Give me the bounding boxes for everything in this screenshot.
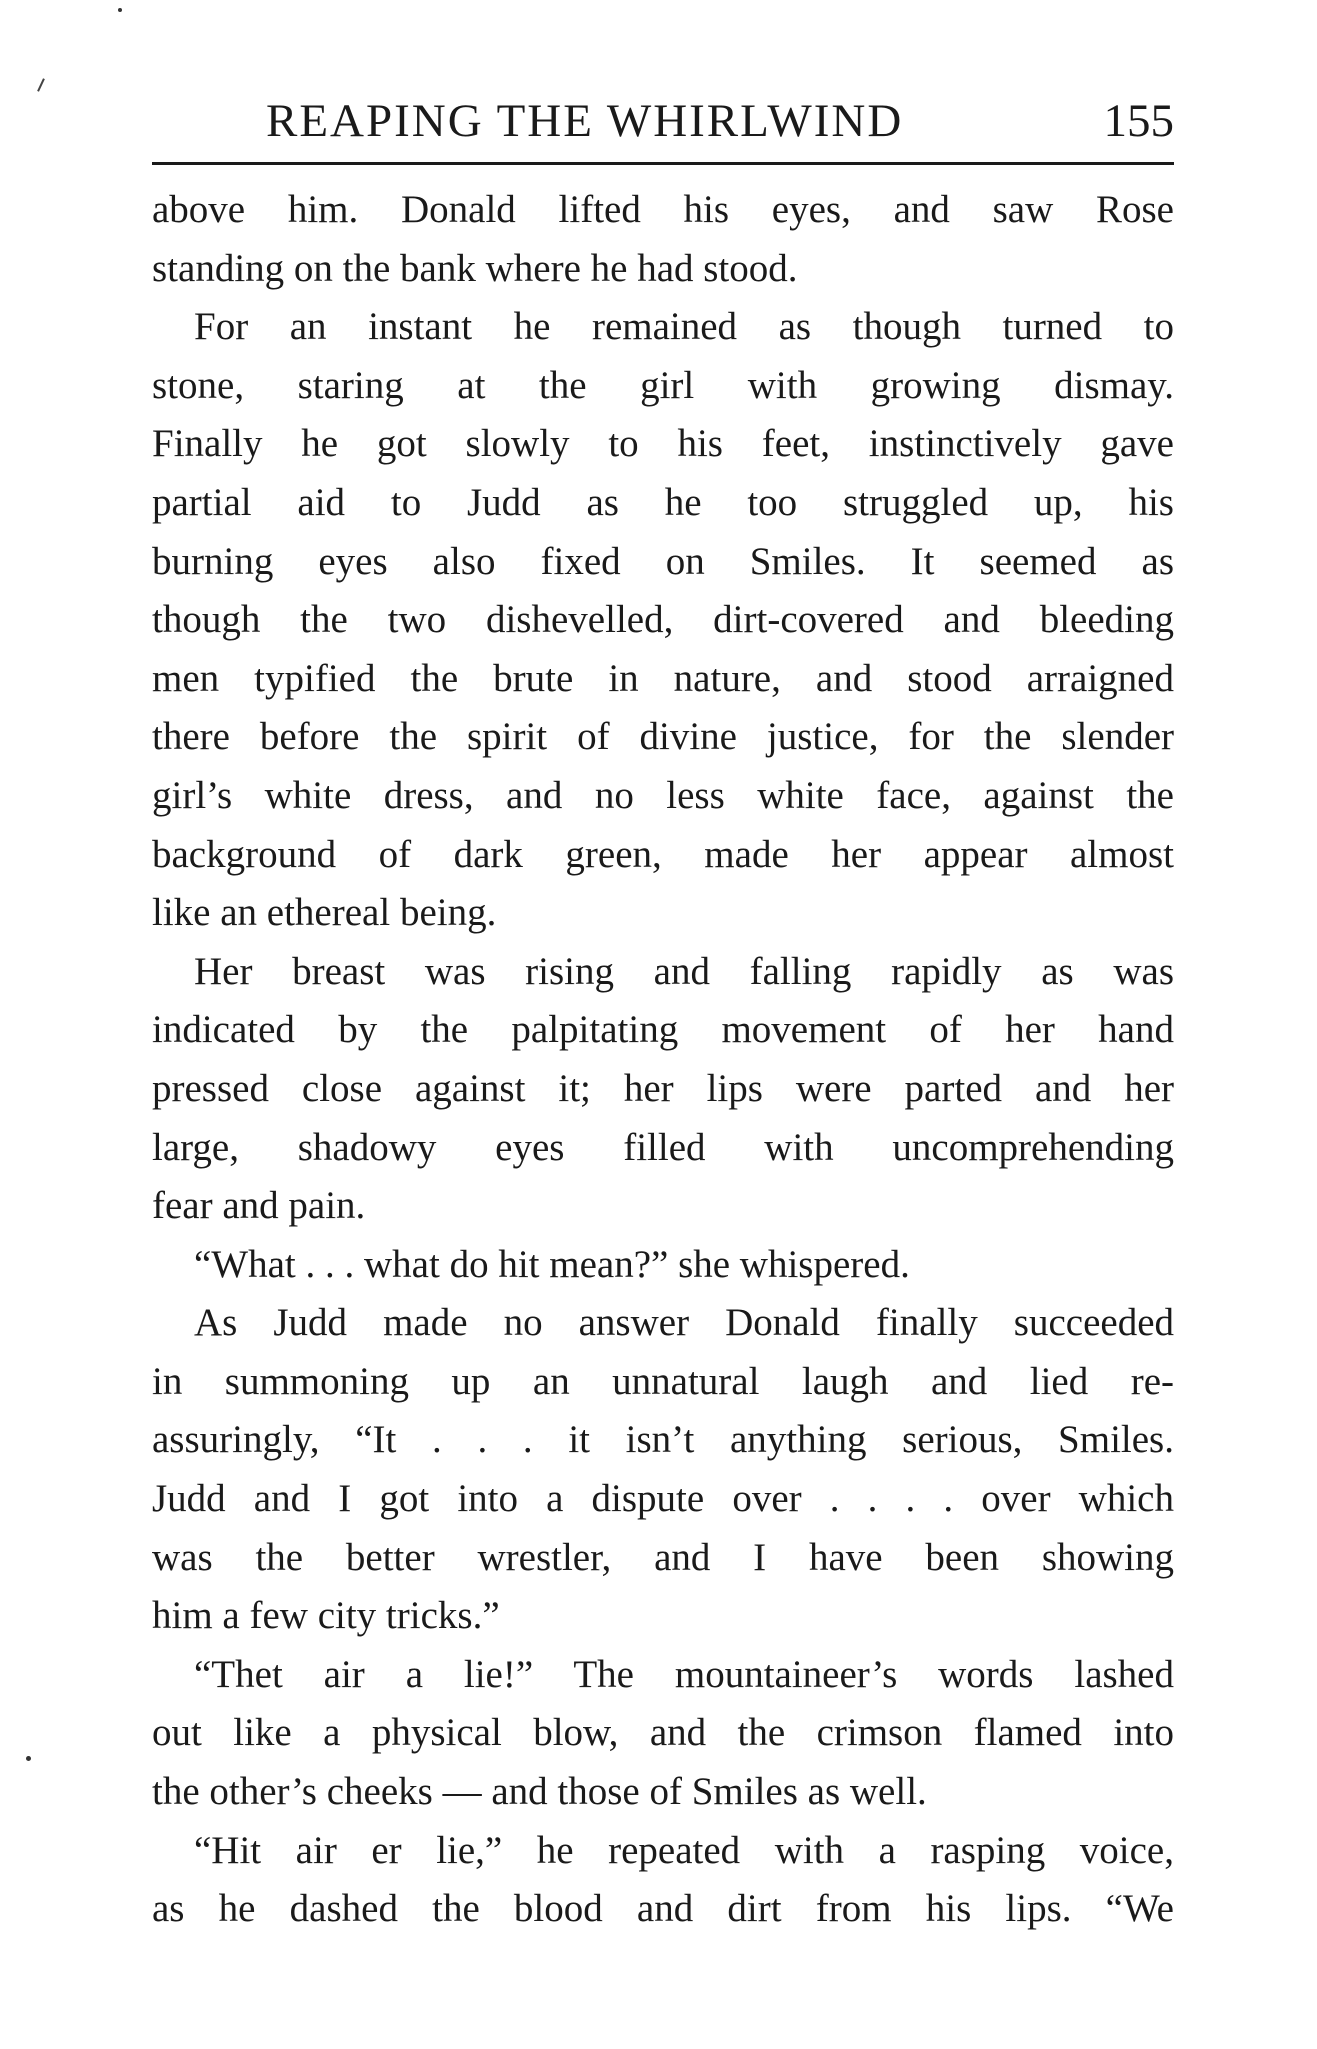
text-line: Finally he got slowly to his feet, instinctively gave [152,422,1174,466]
text-line: “Thet air a lie!” The mountaineer’s words lashed [194,1652,1174,1696]
text-line: burning eyes also fixed on Smiles. It seemed as [152,539,1174,583]
text-line: girl’s white dress, and no less white face, against the [152,773,1174,817]
text-line: large, shadowy eyes filled with uncomprehending [152,1125,1174,1169]
margin-mark [37,78,45,92]
text-line: As Judd made no answer Donald finally succeeded [194,1301,1174,1345]
text-line: partial aid to Judd as he too struggled up, his [152,480,1174,524]
ink-speck [118,8,122,12]
text-line: fear and pain. [152,1184,366,1228]
text-line: indicated by the palpitating movement of her hand [152,1008,1174,1052]
text-line: as he dashed the blood and dirt from his lips. “We [152,1887,1174,1931]
text-line: standing on the bank where he had stood. [152,246,798,290]
text-line: stone, staring at the girl with growing dismay. [152,363,1174,407]
text-line: him a few city tricks.” [152,1594,500,1638]
text-line: “Hit air er lie,” he repeated with a rasping voice, [194,1828,1174,1872]
running-title: REAPING THE WHIRLWIND [266,95,904,147]
page-number: 155 [1103,95,1174,147]
book-page [152,92,1174,1939]
text-line: in summoning up an unnatural laugh and lied re- [152,1359,1174,1403]
text-line: “What . . . what do hit mean?” she whispered. [194,1242,910,1286]
text-line: like an ethereal being. [152,891,497,935]
text-line: Judd and I got into a dispute over . . . . over which [152,1477,1174,1521]
text-line: pressed close against it; her lips were parted and her [152,1066,1174,1110]
running-head [152,92,1174,165]
text-line: out like a physical blow, and the crimson flamed into [152,1711,1174,1755]
text-line: there before the spirit of divine justice, for the slender [152,715,1174,759]
body-text [152,181,1174,1939]
ink-speck [26,1756,31,1761]
text-line: the other’s cheeks — and those of Smiles as well. [152,1770,927,1814]
text-line: assuringly, “It . . . it isn’t anything serious, Smiles. [152,1418,1174,1462]
text-line: though the two dishevelled, dirt-covered and bleeding [152,598,1174,642]
text-line: For an instant he remained as though turned to [194,305,1174,349]
text-line: background of dark green, made her appear almost [152,832,1174,876]
text-line: men typified the brute in nature, and stood arraigned [152,656,1174,700]
text-line: was the better wrestler, and I have been showing [152,1535,1174,1579]
text-line: above him. Donald lifted his eyes, and saw Rose [152,188,1174,231]
text-line: Her breast was rising and falling rapidly as was [194,949,1174,993]
